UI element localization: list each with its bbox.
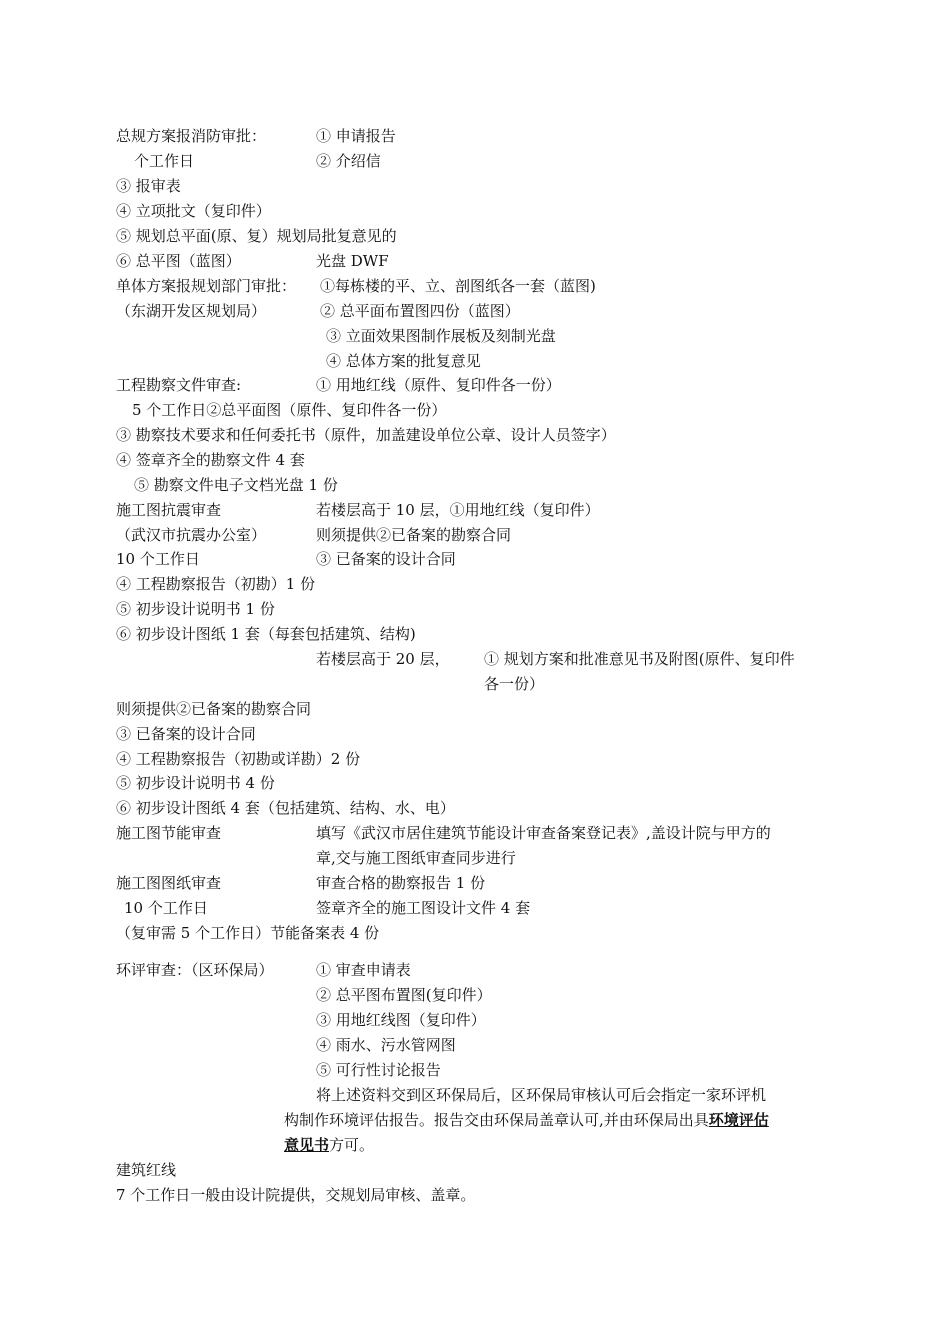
text-line: ⑥ 初步设计图纸 1 套（每套包括建筑、结构) <box>116 625 416 643</box>
text-line: ③ 勘察技术要求和任何委托书（原件，加盖建设单位公章、设计人员签字） <box>116 426 616 444</box>
text-line: ④ 工程勘察报告（初勘）1 份 <box>116 575 316 593</box>
text-line: 签章齐全的施工图设计文件 4 套 <box>316 899 531 917</box>
text-line: 章,交与施工图纸审查同步进行 <box>316 849 516 867</box>
text-line: ④ 工程勘察报告（初勘或详勘）2 份 <box>116 750 361 768</box>
text-line: ⑤ 可行性讨论报告 <box>316 1061 441 1079</box>
text-line: 光盘 DWF <box>316 252 389 270</box>
text-line: ② 总平图布置图(复印件） <box>316 986 492 1004</box>
text-line: （复审需 5 个工作日）节能备案表 4 份 <box>116 924 380 942</box>
text-line: 总规方案报消防审批： <box>116 127 267 145</box>
text-line: ① 审查申请表 <box>316 961 411 979</box>
text-line: 7 个工作日一般由设计院提供，交规划局审核、盖章。 <box>116 1186 476 1204</box>
text-line: 若楼层高于 10 层，①用地红线（复印件） <box>316 501 600 519</box>
text-line: 5 个工作日②总平面图（原件、复印件各一份） <box>132 401 447 419</box>
text-line: ⑤ 规划总平面(原、复）规划局批复意见的 <box>116 227 397 245</box>
emphasized-term: 意见书 <box>284 1136 330 1154</box>
text-line: ⑤ 勘察文件电子文档光盘 1 份 <box>134 476 338 494</box>
text-line: ① 申请报告 <box>316 127 396 145</box>
text-line: ③ 已备案的设计合同 <box>316 550 456 568</box>
text-run: 方可。 <box>329 1136 375 1154</box>
text-line: ③ 已备案的设计合同 <box>116 725 256 743</box>
text-line: （东湖开发区规划局） <box>116 302 267 320</box>
text-line: 施工图节能审查 <box>116 824 222 842</box>
text-line: 10 个工作日 <box>124 899 208 917</box>
emphasized-term: 环境评估 <box>708 1111 769 1129</box>
text-line: 施工图抗震审查 <box>116 501 222 519</box>
text-line: 工程勘察文件审查: <box>116 376 242 394</box>
text-line: 施工图图纸审查 <box>116 874 222 892</box>
text-line: 各一份） <box>484 675 545 693</box>
text-line: 填写《武汉市居住建筑节能设计审查备案登记表》,盖设计院与甲方的 <box>316 824 771 842</box>
text-line: 个工作日 <box>134 152 195 170</box>
text-line: （武汉市抗震办公室） <box>116 526 267 544</box>
text-line: 建筑红线 <box>116 1161 177 1179</box>
text-line: 环评审查：（区环保局） <box>116 961 274 979</box>
text-line: ⑤ 初步设计说明书 4 份 <box>116 774 275 792</box>
text-line: ① 规划方案和批准意见书及附图(原件、复印件 <box>484 650 795 668</box>
text-line: 单体方案报规划部门审批： <box>116 277 297 295</box>
text-line: 将上述资料交到区环保局后，区环保局审核认可后会指定一家环评机 <box>316 1086 767 1104</box>
text-line: ⑤ 初步设计说明书 1 份 <box>116 600 275 618</box>
text-line: ② 总平面布置图四份（蓝图） <box>320 302 520 320</box>
text-line: ④ 总体方案的批复意见 <box>326 352 481 370</box>
text-line: ③ 报审表 <box>116 177 181 195</box>
text-line: ② 介绍信 <box>316 152 381 170</box>
text-line: 10 个工作日 <box>116 550 200 568</box>
text-line: ③ 立面效果图制作展板及刻制光盘 <box>326 327 556 345</box>
text-line: ④ 立项批文（复印件） <box>116 202 271 220</box>
text-line: 若楼层高于 20 层， <box>316 650 450 668</box>
text-line: 则须提供②已备案的勘察合同 <box>116 700 312 718</box>
text-line <box>284 1110 769 1130</box>
text-line: ⑥ 总平图（蓝图） <box>116 252 241 270</box>
text-line: ④ 雨水、污水管网图 <box>316 1036 456 1054</box>
text-line: ⑥ 初步设计图纸 4 套（包括建筑、结构、水、电） <box>116 799 455 817</box>
text-line: ③ 用地红线图（复印件） <box>316 1011 486 1029</box>
text-line: 审查合格的勘察报告 1 份 <box>316 874 486 892</box>
text-line: ④ 签章齐全的勘察文件 4 套 <box>116 451 305 469</box>
text-line: ① 用地红线（原件、复印件各一份） <box>316 376 561 394</box>
text-line <box>284 1135 374 1155</box>
text-line: 则须提供②已备案的勘察合同 <box>316 526 512 544</box>
text-line: ①每栋楼的平、立、剖图纸各一套（蓝图) <box>320 277 596 295</box>
text-run: 构制作环境评估报告。报告交由环保局盖章认可,并由环保局出具 <box>284 1111 709 1129</box>
